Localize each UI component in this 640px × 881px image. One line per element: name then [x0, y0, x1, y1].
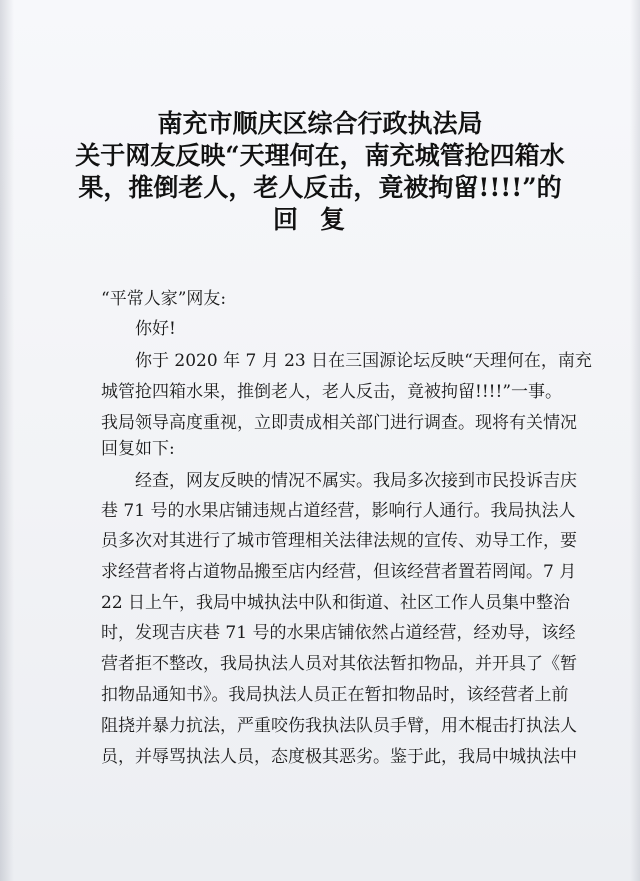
title-line-3: 果，推倒老人，老人反击，竟被拘留!!!!”的 — [78, 173, 562, 202]
body-line-12: 扣物品通知书》。我局执法人员正在暂扣物品时，该经营者上前 — [101, 685, 569, 705]
body-line-8: 求经营者将占道物品搬至店内经营，但该经营者置若罔闻。7 月 — [101, 562, 577, 582]
page-edge-shadow-left — [0, 0, 14, 881]
title-line-1: 南充市顺庆区综合行政执法局 — [157, 109, 483, 138]
body-line-4: 回复如下: — [101, 439, 175, 459]
body-line-11: 营者拒不整改，我局执法人员对其依法暂扣物品，并开具了《暂 — [101, 654, 577, 674]
body-line-1: 你于 2020 年 7 月 23 日在三国源论坛反映“天理何在，南充 — [135, 351, 592, 371]
page-edge-shadow-right — [630, 0, 640, 881]
body-line-13: 阻挠并暴力抗法，严重咬伤我执法队员手臂，用木棍击打执法人 — [101, 716, 577, 736]
body-line-10: 时，发现吉庆巷 71 号的水果店铺依然占道经营，经劝导，该经 — [101, 623, 576, 643]
body-line-7: 员多次对其进行了城市管理相关法律法规的宣传、劝导工作，要 — [101, 531, 577, 551]
body-line-2: 城管抢四箱水果，推倒老人，老人反击，竟被拘留!!!!”一事。 — [101, 382, 563, 402]
salutation: “平常人家”网友: — [101, 289, 227, 309]
body-line-9: 22 日上午，我局中城执法中队和街道、社区工作人员集中整治 — [101, 593, 571, 613]
title-line-4: 回复 — [272, 205, 367, 234]
greeting: 你好! — [135, 319, 176, 339]
body-line-3: 我局领导高度重视，立即责成相关部门进行调查。现将有关情况 — [101, 413, 577, 433]
body-line-5: 经查，网友反映的情况不属实。我局多次接到市民投诉吉庆 — [135, 471, 577, 491]
body-line-6: 巷 71 号的水果店铺违规占道经营，影响行人通行。我局执法人 — [101, 501, 576, 521]
body-line-14: 员，并辱骂执法人员，态度极其恶劣。鉴于此，我局中城执法中 — [101, 747, 577, 767]
title-line-2: 关于网友反映“天理何在，南充城管抢四箱水 — [75, 141, 565, 170]
